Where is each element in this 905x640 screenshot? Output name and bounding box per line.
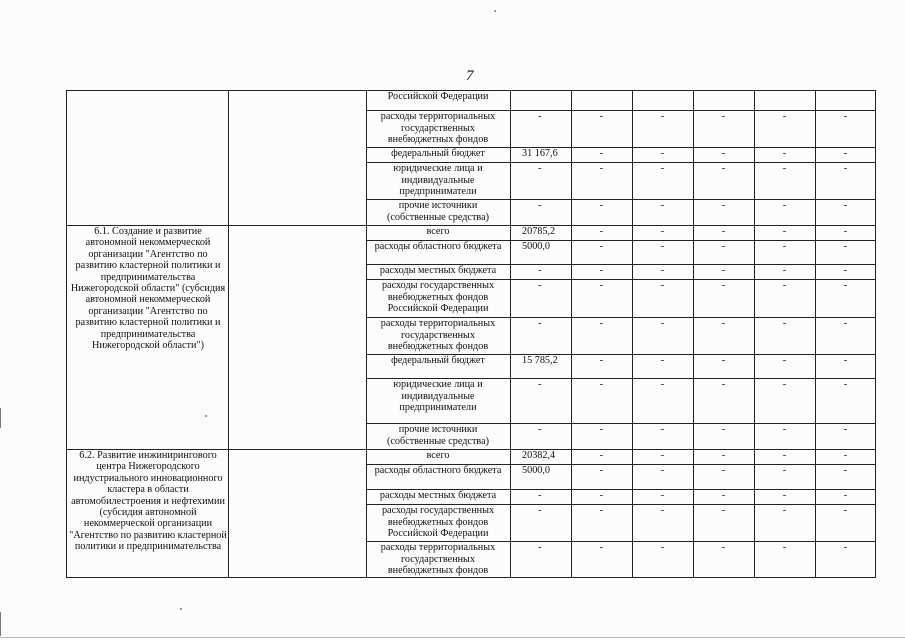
table-row-dash: - xyxy=(599,318,604,329)
table-row-total: 31 167,6 xyxy=(522,148,558,159)
table-row-dash: - xyxy=(782,424,787,435)
table-row-dash: - xyxy=(721,163,726,174)
table-row-dash: - xyxy=(599,163,604,174)
funding-table xyxy=(66,90,876,578)
table-row-dash: - xyxy=(660,148,665,159)
table-row-source: федеральный бюджет xyxy=(391,148,485,159)
table-row-dash: - xyxy=(660,465,665,476)
table-row-dash: - xyxy=(599,450,604,461)
table-row-dash: - xyxy=(843,280,848,291)
table-row-total: - xyxy=(538,280,542,291)
table-row-dash: - xyxy=(599,505,604,516)
table-vline xyxy=(228,90,229,578)
table-row-dash: - xyxy=(843,355,848,366)
table-row-total: - xyxy=(538,265,542,276)
table-row-dash: - xyxy=(782,505,787,516)
table-row-dash: - xyxy=(782,490,787,501)
table-row-total: 5000,0 xyxy=(522,465,551,476)
table-row-dash: - xyxy=(721,355,726,366)
table-row-total: - xyxy=(538,424,542,435)
table-row-dash: - xyxy=(599,148,604,159)
table-row-total: - xyxy=(538,490,542,501)
table-row-dash: - xyxy=(721,318,726,329)
table-row-dash: - xyxy=(660,241,665,252)
table-row-dash: - xyxy=(843,318,848,329)
table-row-dash: - xyxy=(721,465,726,476)
table-row-dash: - xyxy=(721,111,726,122)
table-row-dash: - xyxy=(660,265,665,276)
table-row-total: 5000,0 xyxy=(522,241,551,252)
table-row-dash: - xyxy=(843,265,848,276)
table-row-dash: - xyxy=(843,424,848,435)
table-row-dash: - xyxy=(843,465,848,476)
table-row-dash: - xyxy=(843,379,848,390)
table-row-total: - xyxy=(538,379,542,390)
table-row-dash: - xyxy=(721,265,726,276)
scan-speck xyxy=(494,10,496,12)
table-row-total: - xyxy=(538,505,542,516)
table-row-source: юридические лица и индивидуальные предприниматели xyxy=(393,379,483,414)
table-row-dash: - xyxy=(599,355,604,366)
table-row-source: расходы территориальных государственных внебюджетных фондов xyxy=(380,318,496,353)
table-row-dash: - xyxy=(599,542,604,553)
table-row-dash: - xyxy=(721,379,726,390)
table-row-total: - xyxy=(538,542,542,553)
table-row-dash: - xyxy=(660,542,665,553)
table-row-dash: - xyxy=(782,200,787,211)
table-row-source: расходы областного бюджета xyxy=(374,241,502,252)
table-row-dash: - xyxy=(721,424,726,435)
table-row-total: 15 785,2 xyxy=(522,355,558,366)
table-row-dash: - xyxy=(660,200,665,211)
scan-edge-mark xyxy=(0,612,1,636)
table-row-dash: - xyxy=(721,450,726,461)
table-row-dash: - xyxy=(843,450,848,461)
table-row-dash: - xyxy=(843,226,848,237)
table-row-source: расходы государственных внебюджетных фондов Российской Федерации xyxy=(381,280,495,315)
table-row-dash: - xyxy=(782,542,787,553)
table-row-dash: - xyxy=(660,226,665,237)
table-row-source: расходы местных бюджета xyxy=(379,265,497,276)
table-row-dash: - xyxy=(843,241,848,252)
table-row-dash: - xyxy=(721,280,726,291)
table-row-dash: - xyxy=(843,111,848,122)
table-row-dash: - xyxy=(843,200,848,211)
page-number: 7 xyxy=(466,68,474,84)
table-row-source: расходы территориальных государственных внебюджетных фондов xyxy=(380,542,496,577)
table-row-source: расходы территориальных государственных внебюджетных фондов xyxy=(380,111,496,146)
table-row-dash: - xyxy=(843,505,848,516)
table-row-dash: - xyxy=(660,450,665,461)
table-row-dash: - xyxy=(660,163,665,174)
table-row-dash: - xyxy=(721,148,726,159)
table-row-dash: - xyxy=(782,148,787,159)
table-row-total: - xyxy=(538,111,542,122)
table-row-dash: - xyxy=(782,265,787,276)
table-row-dash: - xyxy=(721,241,726,252)
table-row-dash: - xyxy=(599,111,604,122)
table-row-total: 20785,2 xyxy=(522,226,556,237)
table-row-dash: - xyxy=(599,265,604,276)
table-row-dash: - xyxy=(660,424,665,435)
scan-edge-mark xyxy=(0,408,1,428)
table-row-dash: - xyxy=(782,280,787,291)
table-row-total: - xyxy=(538,163,542,174)
table-row-dash: - xyxy=(843,148,848,159)
table-row-source: расходы областного бюджета xyxy=(374,465,502,476)
table-row-source: прочие источники (собственные средства) xyxy=(386,200,489,223)
table-row-dash: - xyxy=(782,241,787,252)
table-row-dash: - xyxy=(721,542,726,553)
table-row-dash: - xyxy=(660,490,665,501)
table-vline xyxy=(66,90,67,578)
table-row-dash: - xyxy=(599,200,604,211)
table-row-dash: - xyxy=(660,505,665,516)
table-row-total: - xyxy=(538,200,542,211)
item-description: 6.1. Создание и развитие автономной некоммерческой организации "Агентство по развитию кластерной политики и предпринимательства Нижегородской области" (субсидия автономной некоммерческой организации "Агентство по развитию кластерной политики и предпринимательства Нижегородской области") xyxy=(70,226,226,352)
table-row-dash: - xyxy=(599,424,604,435)
table-row-source: всего xyxy=(426,450,450,461)
scan-edge-mark xyxy=(0,637,905,638)
table-row-dash: - xyxy=(843,542,848,553)
table-row-source: федеральный бюджет xyxy=(391,355,485,366)
scan-speck xyxy=(180,608,182,610)
table-row-dash: - xyxy=(599,241,604,252)
table-row-source: расходы государственных внебюджетных фондов Российской Федерации xyxy=(381,505,495,540)
table-row-dash: - xyxy=(599,226,604,237)
table-row-dash: - xyxy=(599,379,604,390)
table-row-total: 20382,4 xyxy=(522,450,556,461)
table-row-dash: - xyxy=(721,490,726,501)
table-row-source: Российской Федерации xyxy=(387,91,489,102)
table-row-dash: - xyxy=(782,163,787,174)
table-row-dash: - xyxy=(660,318,665,329)
table-row-dash: - xyxy=(721,505,726,516)
table-row-dash: - xyxy=(782,450,787,461)
table-row-source: расходы местных бюджета xyxy=(379,490,497,501)
table-row-dash: - xyxy=(599,490,604,501)
table-row-dash: - xyxy=(782,318,787,329)
table-row-dash: - xyxy=(599,465,604,476)
table-row-dash: - xyxy=(843,163,848,174)
table-row-dash: - xyxy=(660,355,665,366)
scan-speck xyxy=(205,415,207,417)
table-row-source: всего xyxy=(426,226,450,237)
table-row-dash: - xyxy=(782,226,787,237)
table-row-dash: - xyxy=(660,111,665,122)
table-row-dash: - xyxy=(782,111,787,122)
table-row-source: юридические лица и индивидуальные предприниматели xyxy=(393,163,483,198)
table-row-dash: - xyxy=(843,490,848,501)
table-row-dash: - xyxy=(660,379,665,390)
table-row-dash: - xyxy=(782,379,787,390)
table-row-dash: - xyxy=(660,280,665,291)
table-row-dash: - xyxy=(782,465,787,476)
table-row-dash: - xyxy=(782,355,787,366)
item-description: 6.2. Развитие инжинирингового центра Нижегородского индустриального инновационного кластера в области автомобилестроения и нефтехимии (субсидия автономной некоммерческой организации "Агентство по развитию кластерной политики и предпринимательства xyxy=(69,450,227,553)
table-row-source: прочие источники (собственные средства) xyxy=(386,424,489,447)
table-row-dash: - xyxy=(721,200,726,211)
table-row-dash: - xyxy=(721,226,726,237)
table-row-total: - xyxy=(538,318,542,329)
table-row-dash: - xyxy=(599,280,604,291)
